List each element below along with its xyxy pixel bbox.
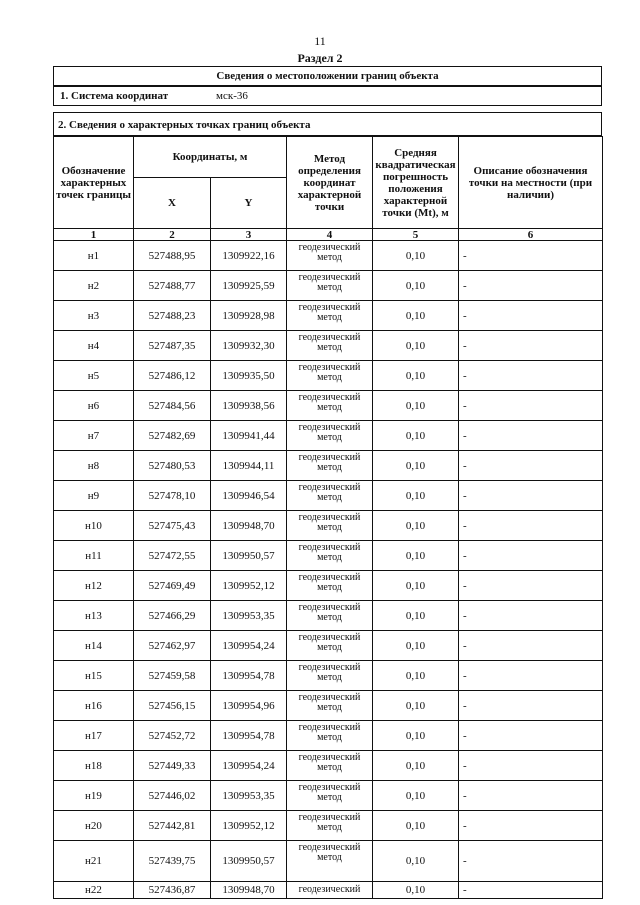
table-row — [54, 721, 603, 751]
coord-x-cell: 527487,35 — [134, 331, 211, 361]
coord-y-cell: 1309950,57 — [211, 541, 287, 571]
description-cell: - — [459, 721, 603, 751]
point-id-cell: н11 — [54, 541, 134, 571]
point-id-cell: н12 — [54, 571, 134, 601]
method-cell: геодезический метод — [287, 541, 373, 571]
coord-y-cell: 1309935,50 — [211, 361, 287, 391]
table-row — [54, 882, 603, 899]
error-value-cell: 0,10 — [373, 571, 459, 601]
coord-y-cell: 1309944,11 — [211, 451, 287, 481]
point-id-cell: н6 — [54, 391, 134, 421]
page-number: 11 — [314, 34, 326, 48]
col-number: 5 — [373, 229, 459, 241]
error-value-cell: 0,10 — [373, 301, 459, 331]
coord-y-cell: 1309946,54 — [211, 481, 287, 511]
method-cell: геодезический метод — [287, 601, 373, 631]
header-error: Средняя квадратическая погрешность положения характерной точки (Mt), м — [373, 137, 459, 229]
coord-y-cell: 1309954,96 — [211, 691, 287, 721]
coord-y-cell: 1309954,78 — [211, 661, 287, 691]
point-id-cell: н13 — [54, 601, 134, 631]
error-value-cell: 0,10 — [373, 601, 459, 631]
table-row — [54, 631, 603, 661]
coord-x-cell: 527442,81 — [134, 811, 211, 841]
coord-system-row — [53, 86, 602, 106]
table-row — [54, 601, 603, 631]
point-id-cell: н14 — [54, 631, 134, 661]
point-id-cell: н22 — [54, 882, 134, 899]
coord-y-cell: 1309952,12 — [211, 811, 287, 841]
coord-y-cell: 1309938,56 — [211, 391, 287, 421]
point-id-cell: н3 — [54, 301, 134, 331]
method-cell: геодезический метод — [287, 691, 373, 721]
points-table — [53, 136, 603, 899]
coord-x-cell: 527446,02 — [134, 781, 211, 811]
coord-x-cell: 527488,23 — [134, 301, 211, 331]
method-cell: геодезический метод — [287, 241, 373, 271]
error-value-cell: 0,10 — [373, 241, 459, 271]
coord-x-cell: 527436,87 — [134, 882, 211, 899]
table-row — [54, 811, 603, 841]
error-value-cell: 0,10 — [373, 882, 459, 899]
coord-x-cell: 527466,29 — [134, 601, 211, 631]
error-value-cell: 0,10 — [373, 451, 459, 481]
point-id-cell: н2 — [54, 271, 134, 301]
description-cell: - — [459, 301, 603, 331]
coord-x-cell: 527488,77 — [134, 271, 211, 301]
method-cell: геодезический метод — [287, 271, 373, 301]
coord-x-cell: 527472,55 — [134, 541, 211, 571]
description-cell: - — [459, 631, 603, 661]
method-cell: геодезический метод — [287, 361, 373, 391]
table-row — [54, 751, 603, 781]
point-id-cell: н9 — [54, 481, 134, 511]
description-cell: - — [459, 541, 603, 571]
coord-system-value: мск-36 — [216, 90, 248, 102]
table-row — [54, 361, 603, 391]
coord-x-cell: 527486,12 — [134, 361, 211, 391]
header-x: X — [134, 178, 211, 229]
col-number: 6 — [459, 229, 603, 241]
col-number: 2 — [134, 229, 211, 241]
block-title: Сведения о местоположении границ объекта — [53, 66, 602, 86]
table-row — [54, 421, 603, 451]
coord-x-cell: 527456,15 — [134, 691, 211, 721]
point-id-cell: н19 — [54, 781, 134, 811]
description-cell: - — [459, 811, 603, 841]
header-point-id: Обозначение характерных точек границы — [54, 137, 134, 229]
point-id-cell: н21 — [54, 841, 134, 882]
description-cell: - — [459, 882, 603, 899]
method-cell: геодезический метод — [287, 451, 373, 481]
method-cell: геодезический — [287, 882, 373, 899]
error-value-cell: 0,10 — [373, 841, 459, 882]
header-description: Описание обозначения точки на местности (при наличии) — [459, 137, 603, 229]
description-cell: - — [459, 241, 603, 271]
table-row — [54, 451, 603, 481]
error-value-cell: 0,10 — [373, 691, 459, 721]
method-cell: геодезический метод — [287, 481, 373, 511]
description-cell: - — [459, 511, 603, 541]
error-value-cell: 0,10 — [373, 421, 459, 451]
coord-y-cell: 1309953,35 — [211, 601, 287, 631]
point-id-cell: н1 — [54, 241, 134, 271]
method-cell: геодезический метод — [287, 391, 373, 421]
coord-x-cell: 527439,75 — [134, 841, 211, 882]
table-row — [54, 661, 603, 691]
point-id-cell: н18 — [54, 751, 134, 781]
table-row — [54, 841, 603, 882]
coord-y-cell: 1309922,16 — [211, 241, 287, 271]
description-cell: - — [459, 271, 603, 301]
point-id-cell: н16 — [54, 691, 134, 721]
method-cell: геодезический метод — [287, 841, 373, 882]
coord-y-cell: 1309948,70 — [211, 882, 287, 899]
table-row — [54, 331, 603, 361]
coord-x-cell: 527488,95 — [134, 241, 211, 271]
method-cell: геодезический метод — [287, 571, 373, 601]
coord-y-cell: 1309948,70 — [211, 511, 287, 541]
method-cell: геодезический метод — [287, 751, 373, 781]
coord-x-cell: 527475,43 — [134, 511, 211, 541]
description-cell: - — [459, 481, 603, 511]
col-number: 4 — [287, 229, 373, 241]
description-cell: - — [459, 841, 603, 882]
coord-y-cell: 1309928,98 — [211, 301, 287, 331]
coord-system-label: 1. Система координат — [60, 90, 169, 102]
error-value-cell: 0,10 — [373, 391, 459, 421]
error-value-cell: 0,10 — [373, 511, 459, 541]
table-row — [54, 391, 603, 421]
point-id-cell: н8 — [54, 451, 134, 481]
table-row — [54, 571, 603, 601]
table-row — [54, 271, 603, 301]
error-value-cell: 0,10 — [373, 631, 459, 661]
header-method: Метод определения координат характерной точки — [287, 137, 373, 229]
coord-x-cell: 527480,53 — [134, 451, 211, 481]
table-row — [54, 691, 603, 721]
point-id-cell: н20 — [54, 811, 134, 841]
method-cell: геодезический метод — [287, 511, 373, 541]
coord-y-cell: 1309954,24 — [211, 631, 287, 661]
description-cell: - — [459, 391, 603, 421]
method-cell: геодезический метод — [287, 301, 373, 331]
point-id-cell: н4 — [54, 331, 134, 361]
table-row — [54, 241, 603, 271]
point-id-cell: н7 — [54, 421, 134, 451]
method-cell: геодезический метод — [287, 631, 373, 661]
description-cell: - — [459, 691, 603, 721]
method-cell: геодезический метод — [287, 331, 373, 361]
error-value-cell: 0,10 — [373, 541, 459, 571]
description-cell: - — [459, 751, 603, 781]
error-value-cell: 0,10 — [373, 661, 459, 691]
description-cell: - — [459, 661, 603, 691]
coord-x-cell: 527462,97 — [134, 631, 211, 661]
error-value-cell: 0,10 — [373, 331, 459, 361]
method-cell: геодезический метод — [287, 811, 373, 841]
coord-y-cell: 1309953,35 — [211, 781, 287, 811]
error-value-cell: 0,10 — [373, 271, 459, 301]
coord-x-cell: 527469,49 — [134, 571, 211, 601]
table-row — [54, 781, 603, 811]
table-row — [54, 541, 603, 571]
error-value-cell: 0,10 — [373, 481, 459, 511]
coord-x-cell: 527459,58 — [134, 661, 211, 691]
header-y: Y — [211, 178, 287, 229]
description-cell: - — [459, 451, 603, 481]
error-value-cell: 0,10 — [373, 811, 459, 841]
point-id-cell: н15 — [54, 661, 134, 691]
coord-y-cell: 1309941,44 — [211, 421, 287, 451]
col-number: 3 — [211, 229, 287, 241]
point-id-cell: н5 — [54, 361, 134, 391]
coord-x-cell: 527484,56 — [134, 391, 211, 421]
coord-x-cell: 527478,10 — [134, 481, 211, 511]
coord-y-cell: 1309954,24 — [211, 751, 287, 781]
table-row — [54, 481, 603, 511]
method-cell: геодезический метод — [287, 421, 373, 451]
error-value-cell: 0,10 — [373, 721, 459, 751]
error-value-cell: 0,10 — [373, 361, 459, 391]
coord-x-cell: 527452,72 — [134, 721, 211, 751]
description-cell: - — [459, 571, 603, 601]
error-value-cell: 0,10 — [373, 781, 459, 811]
method-cell: геодезический метод — [287, 781, 373, 811]
description-cell: - — [459, 781, 603, 811]
table-row — [54, 511, 603, 541]
points-title-row — [53, 112, 602, 136]
table-row — [54, 301, 603, 331]
points-title: 2. Сведения о характерных точках границ объекта — [58, 119, 311, 131]
header-coordinates: Координаты, м — [134, 137, 287, 178]
point-id-cell: н10 — [54, 511, 134, 541]
coord-y-cell: 1309952,12 — [211, 571, 287, 601]
method-cell: геодезический метод — [287, 721, 373, 751]
coord-y-cell: 1309932,30 — [211, 331, 287, 361]
description-cell: - — [459, 421, 603, 451]
section-title: Раздел 2 — [297, 51, 343, 65]
description-cell: - — [459, 331, 603, 361]
description-cell: - — [459, 601, 603, 631]
coord-y-cell: 1309950,57 — [211, 841, 287, 882]
point-id-cell: н17 — [54, 721, 134, 751]
description-cell: - — [459, 361, 603, 391]
error-value-cell: 0,10 — [373, 751, 459, 781]
coord-x-cell: 527449,33 — [134, 751, 211, 781]
coord-y-cell: 1309954,78 — [211, 721, 287, 751]
col-number: 1 — [54, 229, 134, 241]
method-cell: геодезический метод — [287, 661, 373, 691]
coord-x-cell: 527482,69 — [134, 421, 211, 451]
coord-y-cell: 1309925,59 — [211, 271, 287, 301]
